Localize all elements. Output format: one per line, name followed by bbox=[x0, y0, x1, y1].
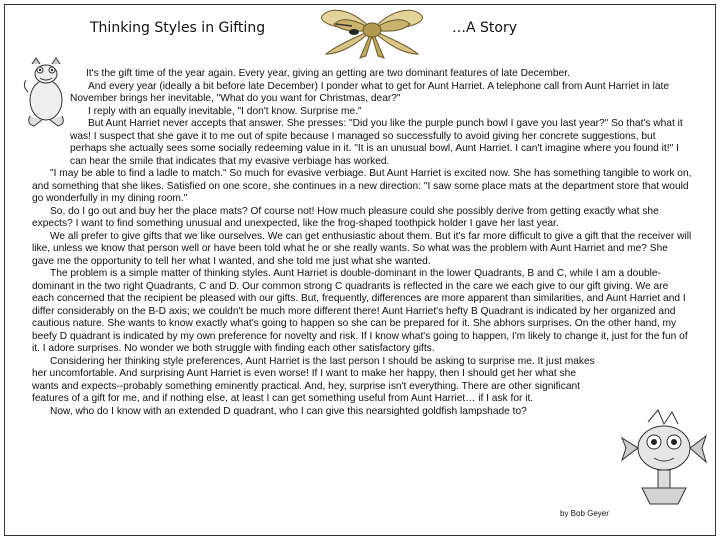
story-paragraph: Now, who do I know with an extended D quadrant, who I can give this nearsighted goldfish lampshade to? bbox=[50, 405, 527, 417]
story-paragraph: The problem is a simple matter of thinking styles. Aunt Harriet is double-dominant in the lower Quadrants, B and C, while I am a double-dominant in the two right Quadrants, C and D. Our common strong C quadrants is reflected in the care we each give to our gift giving. We are each concerned that the recipient be pleased with our gifts. But, frequently, differences are more apparent than similarities, and Aunt Harriet and I differ considerably on the B-D axis; we couldn't be much more different there! Aunt Harriet's hefty B Quadrant is indicated by her organized and cautious nature. She wants to know exactly what's going to happen so she can be prepared for it. She abhors surprises. On the other hand, my beefy D quadrant is indicated by my own preference for novelty and risk. If I know what's going to happen, I'm likely to change it, just for the fun of it. I adore surprises. No wonder we both struggle with finding each other satisfactory gifts. bbox=[32, 268, 688, 354]
story-paragraph: We all prefer to give gifts that we like ourselves. We can get enthusiastic about them. But it's far more difficult to give a gift that the receiver will like, unless we know that person well or have been told what he or she really wants. So what was the problem with Aunt Harriet and me? She gave me the opportunity to tell her what I wanted, and she told me just what she wanted. bbox=[32, 230, 692, 267]
story-paragraph: And every year (ideally a bit before late December) I ponder what to get for Aunt Harriet. A telephone call from Aunt Harriet in late November brings her inevitable, "What do you want for Christmas, dear?" bbox=[70, 80, 669, 104]
story-paragraph: I reply with an equally inevitable, "I don't know. Surprise me." bbox=[88, 105, 362, 117]
gift-bow-icon bbox=[312, 2, 432, 60]
page-title: Thinking Styles in Gifting bbox=[90, 20, 266, 36]
story-paragraph: But Aunt Harriet never accepts that answer. She presses: "Did you like the purple punch bowl I gave you last year?" So that's what it was! I suspect that she gave it to me out of spite because I managed so successfully to avoid giving her concrete suggestions, but perhaps she actually sees some socially redeeming value in it. "It is an unusual bowl, Aunt Harriet. I can't imagine where you found it!" I can hear the smile that indicates that my evasive verbiage has worked. bbox=[70, 118, 683, 167]
story-body bbox=[32, 68, 692, 418]
story-paragraph: It's the gift time of the year again. Every year, giving an getting are two dominant features of late December. bbox=[86, 68, 570, 79]
story-subtitle: …A Story bbox=[452, 20, 518, 36]
story-paragraph: Considering her thinking style preferences, Aunt Harriet is the last person I should be asking to surprise me. It just makes her uncomfortable. And surprising Aunt Harriet is even worse! If I want to make her happy, then I should get her what she wants and expects--probably something eminently practical. And, hey, surprise isn't everything. There are other significant features of a gift for me, and if nothing else, at least I can get something useful from Aunt Harriet… if I ask for it. bbox=[32, 355, 595, 404]
goldfish-lamp-icon bbox=[618, 408, 710, 510]
story-paragraph: So, do I go out and buy her the place mats? Of course not! How much pleasure could she possibly derive from getting exactly what she expects? I want to find something unusual and unexpected, like the frog-shaped toothpick holder I gave her last year. bbox=[32, 205, 659, 229]
story-paragraph: "I may be able to find a ladle to match." So much for evasive verbiage. But Aunt Harriet is excited now. She has something tangible to work on, and something that she likes. Satisfied on one score, she continues in a new direction: "I saw some place mats at the department store that would go wonderfully in my dining room." bbox=[32, 168, 692, 204]
byline: by Bob Geyer bbox=[560, 509, 609, 518]
